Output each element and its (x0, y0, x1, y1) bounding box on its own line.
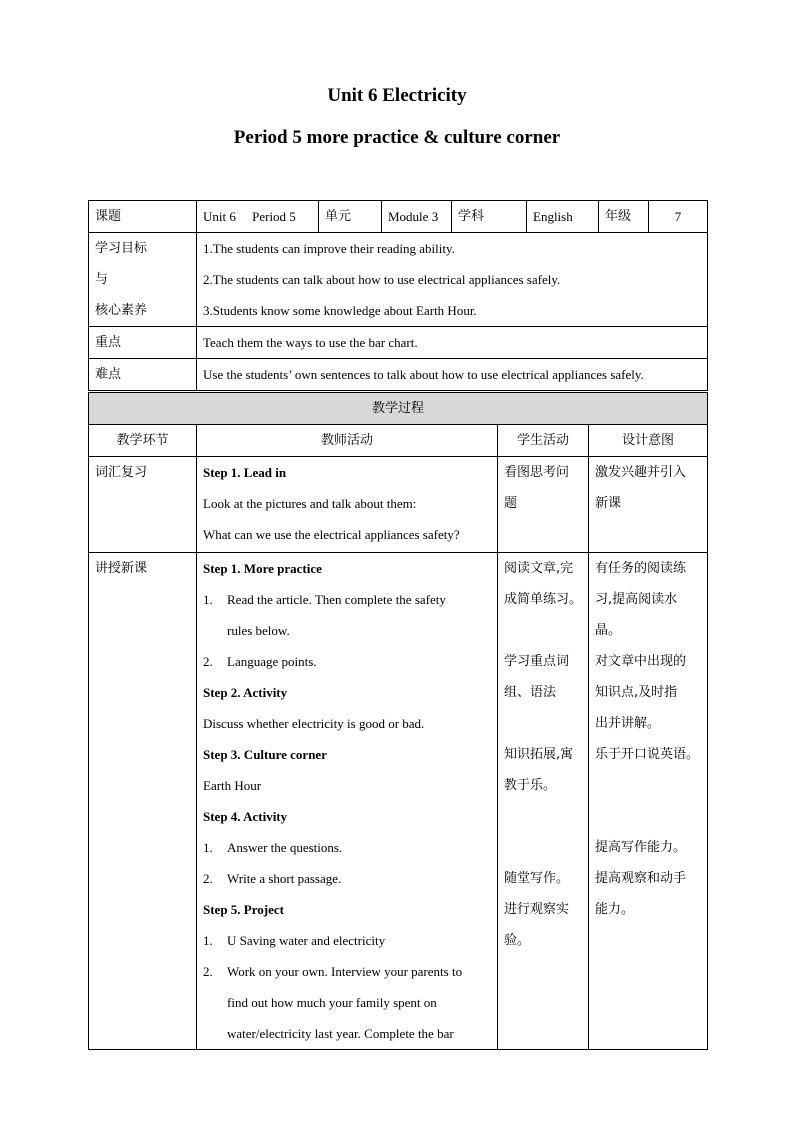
grade-value: 7 (649, 201, 708, 233)
process-header: 教学过程 (89, 393, 708, 425)
stage-label: 讲授新课 (89, 553, 197, 1050)
topic-value: Unit 6 Period 5 (197, 201, 319, 233)
column-header: 设计意图 (589, 425, 708, 457)
objective-item: 2.The students can talk about how to use electrical appliances safely. (203, 272, 561, 287)
stage-label: 词汇复习 (89, 457, 197, 553)
key-point-label: 重点 (89, 327, 197, 359)
document-subtitle: Period 5 more practice & culture corner (233, 127, 561, 148)
subject-label: 学科 (452, 201, 527, 233)
subject-value: English (527, 201, 599, 233)
column-header: 教师活动 (197, 425, 498, 457)
teacher-activity: Step 1. More practice 1. Read the article. Then complete the safety rules below. 2. Language points. Step 2. Activity Discuss whether electricity is good or bad. Step 3. Culture corner Earth Hour Step 4. Activity 1. Answer the questions. 2. Write a short passage. Step 5. Project 1. U Saving water and electricity 2. Work on your own. Interview your parents to find out how much your family spent on water/electricity last year. Complete the bar (197, 553, 498, 1050)
objectives-list (197, 233, 708, 327)
process-header-row (89, 393, 708, 425)
design-intent: 激发兴趣并引入 新课 (589, 457, 708, 553)
unit-value: Module 3 (382, 201, 452, 233)
difficulty-value: Use the students’ own sentences to talk about how to use electrical appliances safely. (197, 359, 708, 391)
difficulty-row (89, 359, 708, 391)
column-header: 学生活动 (498, 425, 589, 457)
objective-item: 3.Students know some knowledge about Earth Hour. (203, 303, 477, 318)
teacher-activity: Step 1. Lead in Look at the pictures and talk about them: What can we use the electrical appliances safety? (197, 457, 498, 553)
lead-in-row (89, 457, 708, 553)
difficulty-label: 难点 (89, 359, 197, 391)
teaching-process-table (88, 392, 708, 1050)
grade-label: 年级 (599, 201, 649, 233)
new-lesson-row (89, 553, 708, 1050)
student-activity: 阅读文章,完 成简单练习。 学习重点词 组、语法 知识拓展,寓 教于乐。 随堂写作。 进行观察实 验。 (498, 553, 589, 1050)
key-point-value: Teach them the ways to use the bar chart. (197, 327, 708, 359)
key-point-row (89, 327, 708, 359)
column-header-row (89, 425, 708, 457)
info-row (89, 201, 708, 233)
student-activity: 看图思考问 题 (498, 457, 589, 553)
unit-label: 单元 (319, 201, 382, 233)
document-title: Unit 6 Electricity (327, 85, 467, 106)
lesson-info-table (88, 200, 708, 391)
objective-item: 1.The students can improve their reading ability. (203, 241, 455, 256)
objectives-label: 学习目标 与 核心素养 (89, 233, 197, 327)
column-header: 教学环节 (89, 425, 197, 457)
objectives-row (89, 233, 708, 327)
step-title: Step 1. Lead in (203, 465, 287, 480)
design-intent: 有任务的阅读练 习,提高阅读水 晶。 对文章中出现的 知识点,及时指 出并讲解。 乐于开口说英语。 提高写作能力。 提高观察和动手 能力。 (589, 553, 708, 1050)
topic-label: 课题 (89, 201, 197, 233)
